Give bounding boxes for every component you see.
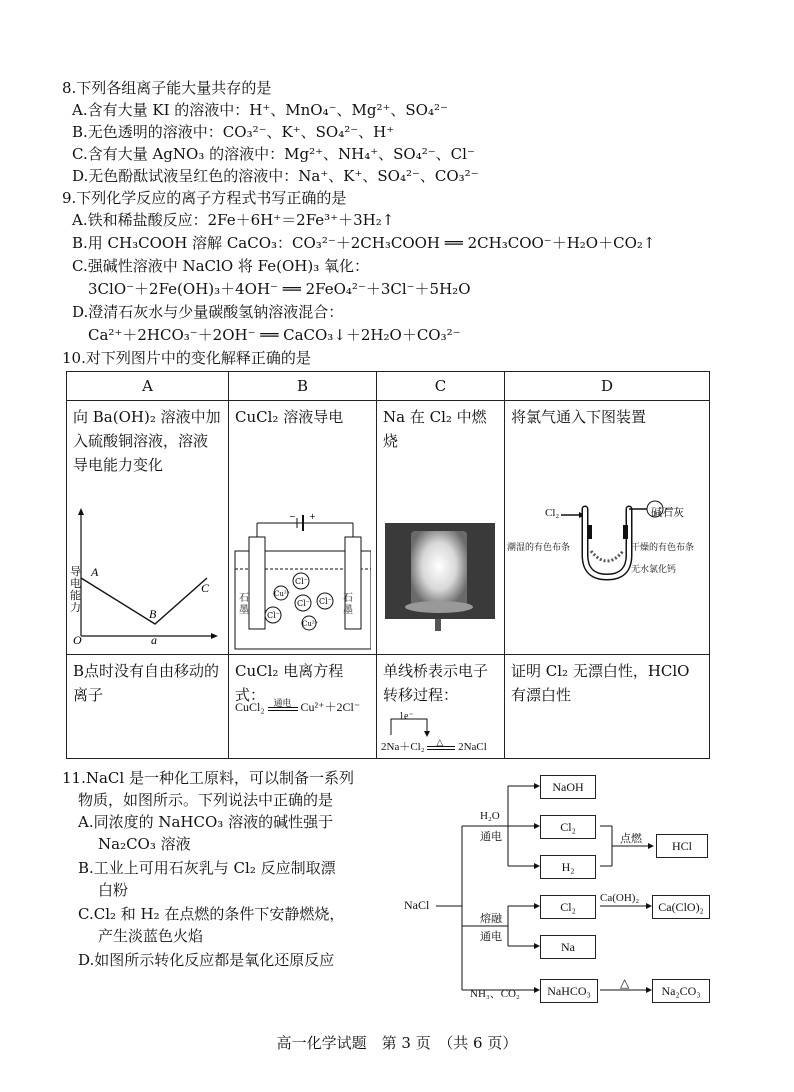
sodium-burning-photo [385,523,495,641]
c-eq-condition: △ [436,737,444,747]
c-eq-right: 2NaCl [458,741,487,753]
ion-3: Cl⁻ [297,599,310,608]
q9-option-d-2: Ca²⁺＋2HCO₃⁻＋2OH⁻ ══ CaCO₃↓＋2H₂O＋CO₃²⁻ [88,326,461,344]
q11-option-c-2: 产生淡蓝色火焰 [98,927,204,945]
ion-5: Cl⁻ [267,611,280,620]
q10-d-desc: 将氯气通入下图装置 [511,408,647,426]
b-eq-left: CuCl₂ [235,700,265,714]
diagram-nacl: NaCl [404,898,430,912]
b-eq-right: Cu²⁺＋2Cl⁻ [300,700,361,714]
point-b-label: B [149,607,157,621]
q10-header-row [67,372,710,401]
q10-header-b: B [229,372,377,401]
q10-explanation-row [67,655,710,759]
c-electron-label: 1e⁻ [399,711,414,722]
d-cacl2-label: 无水氯化钙 [631,564,677,574]
point-a-label: A [91,565,99,579]
box-caclo2: Ca(ClO)₂ [652,895,710,919]
box-naoh: NaOH [540,775,596,799]
conductivity-graph [69,506,219,646]
q11-option-d: D.如图所示转化反应都是氧化还原反应 [78,951,335,969]
q10-d-exp: 证明 Cl₂ 无漂白性，HClO 有漂白性 [505,655,710,759]
box-hcl: HCl [656,834,708,858]
origin-label: O [73,633,82,646]
q10-table [66,371,710,759]
d-cl2-label: Cl₂ [545,507,560,519]
q11-option-b-1: B.工业上可用石灰乳与 Cl₂ 反应制取漂 [78,859,336,877]
q11-option-b-2: 白粉 [98,881,129,899]
ion-2: Cu²⁺ [274,590,291,598]
diagram-dianran: 点燃 [620,833,642,845]
electrode-right-label: 石墨 [343,593,353,616]
page-footer: 高一化学试题 第 3 页 （共 6 页） [276,1034,518,1052]
q8-option-c: C.含有大量 AgNO₃ 的溶液中：Mg²⁺、NH₄⁺、SO₄²⁻、Cl⁻ [72,145,475,163]
ion-4: Cl⁻ [319,597,332,606]
c-eq-left: 2Na＋Cl₂ [381,741,425,753]
q9-stem: 9.下列化学反应的离子方程式书写正确的是 [62,189,347,207]
q10-a-desc: 向 Ba(OH)₂ 溶液中加入硫酸铜溶液，溶液导电能力变化 [73,408,221,474]
box-cl2-b: Cl₂ [540,895,596,919]
diagram-rongrong: 熔融 [480,913,502,925]
q10-c-desc: Na 在 Cl₂ 中燃烧 [383,408,487,450]
graph-y-label: 导电能力 [70,565,81,614]
q11-stem-1: 11.NaCl 是一种化工原料，可以制备一系列 [62,769,354,787]
q10-header-d: D [505,372,710,401]
q10-figure-row [67,401,710,655]
d-soda-lime-label: 碱石灰 [651,507,684,519]
q8-option-b: B.无色透明的溶液中：CO₃²⁻、K⁺、SO₄²⁻、H⁺ [72,123,395,141]
q10-b-exp: CuCl₂ 电离方程式： [235,662,344,704]
q10-c-exp: 单线桥表示电子转移过程： [383,662,489,704]
q10-b-equation [235,695,360,719]
q10-cell-c-exp [377,655,505,759]
q11-stem-2: 物质，如图所示。下列说法中正确的是 [78,791,334,809]
q9-option-a: A.铁和稀盐酸反应：2Fe＋6H⁺＝2Fe³⁺＋3H₂↑ [72,211,395,229]
diagram-tongdian-2: 通电 [480,931,502,943]
d-dry-cloth-label: 干燥的有色布条 [631,542,695,552]
q8-option-d: D.无色酚酞试液呈红色的溶液中：Na⁺、K⁺、SO₄²⁻、CO₃²⁻ [72,167,479,185]
electrode-left-label: 石墨 [239,593,249,616]
q11-option-c-1: C.Cl₂ 和 H₂ 在点燃的条件下安静燃烧， [78,905,345,923]
q10-header-c: C [377,372,505,401]
q11-option-a-2: Na₂CO₃ 溶液 [98,835,191,853]
q10-stem: 10.对下列图片中的变化解释正确的是 [62,349,311,367]
diagram-delta: △ [620,976,630,990]
box-na: Na [540,935,596,959]
q10-cell-a [67,401,229,655]
q9-option-c-1: C.强碱性溶液中 NaClO 将 Fe(OH)₃ 氧化： [72,257,369,275]
ion-6: Cu²⁺ [302,620,319,628]
diagram-tongdian-1: 通电 [480,831,502,843]
box-nahco3: NaHCO₃ [540,979,598,1003]
x-point-label: a [151,633,157,646]
q11-option-a-1: A.同浓度的 NaHCO₃ 溶液的碱性强于 [78,813,334,831]
svg-text:+: + [309,512,316,521]
box-cl2-a: Cl₂ [540,815,596,839]
q10-cell-b-exp [229,655,377,759]
diagram-caoh2: Ca(OH)₂ [600,892,640,904]
box-na2co3: Na₂CO₃ [652,979,710,1003]
q10-cell-b [229,401,377,655]
q10-c-equation [381,735,487,759]
q10-a-exp: B点时没有自由移动的离子 [67,655,229,759]
q8-option-a: A.含有大量 KI 的溶液中：H⁺、MnO₄⁻、Mg²⁺、SO₄²⁻ [72,101,448,119]
ion-1: Cl⁻ [295,577,308,586]
q8-stem: 8.下列各组离子能大量共存的是 [62,79,272,97]
svg-text:−: − [289,512,296,521]
point-c-label: C [201,581,210,595]
box-h2: H₂ [540,855,596,879]
q9-option-b: B.用 CH₃COOH 溶解 CaCO₃：CO₃²⁻＋2CH₃COOH ══ 2CH₃COO⁻＋H₂O＋CO₂↑ [72,234,656,252]
diagram-nh3-co2: NH₃、CO₂ [470,988,520,1000]
b-eq-condition: 通电 [273,698,292,708]
q10-b-desc: CuCl₂ 溶液导电 [235,408,344,426]
q9-option-d-1: D.澄清石灰水与少量碳酸氢钠溶液混合： [72,303,344,321]
q10-header-a: A [67,372,229,401]
q10-cell-d [505,401,710,655]
d-wet-cloth-label: 潮湿的有色布条 [507,542,571,552]
q9-option-c-2: 3ClO⁻＋2Fe(OH)₃＋4OH⁻ ══ 2FeO₄²⁻＋3Cl⁻＋5H₂O [88,280,471,298]
q10-cell-c [377,401,505,655]
electrolysis-cell [231,511,371,651]
diagram-h2o: H₂O [480,810,500,822]
